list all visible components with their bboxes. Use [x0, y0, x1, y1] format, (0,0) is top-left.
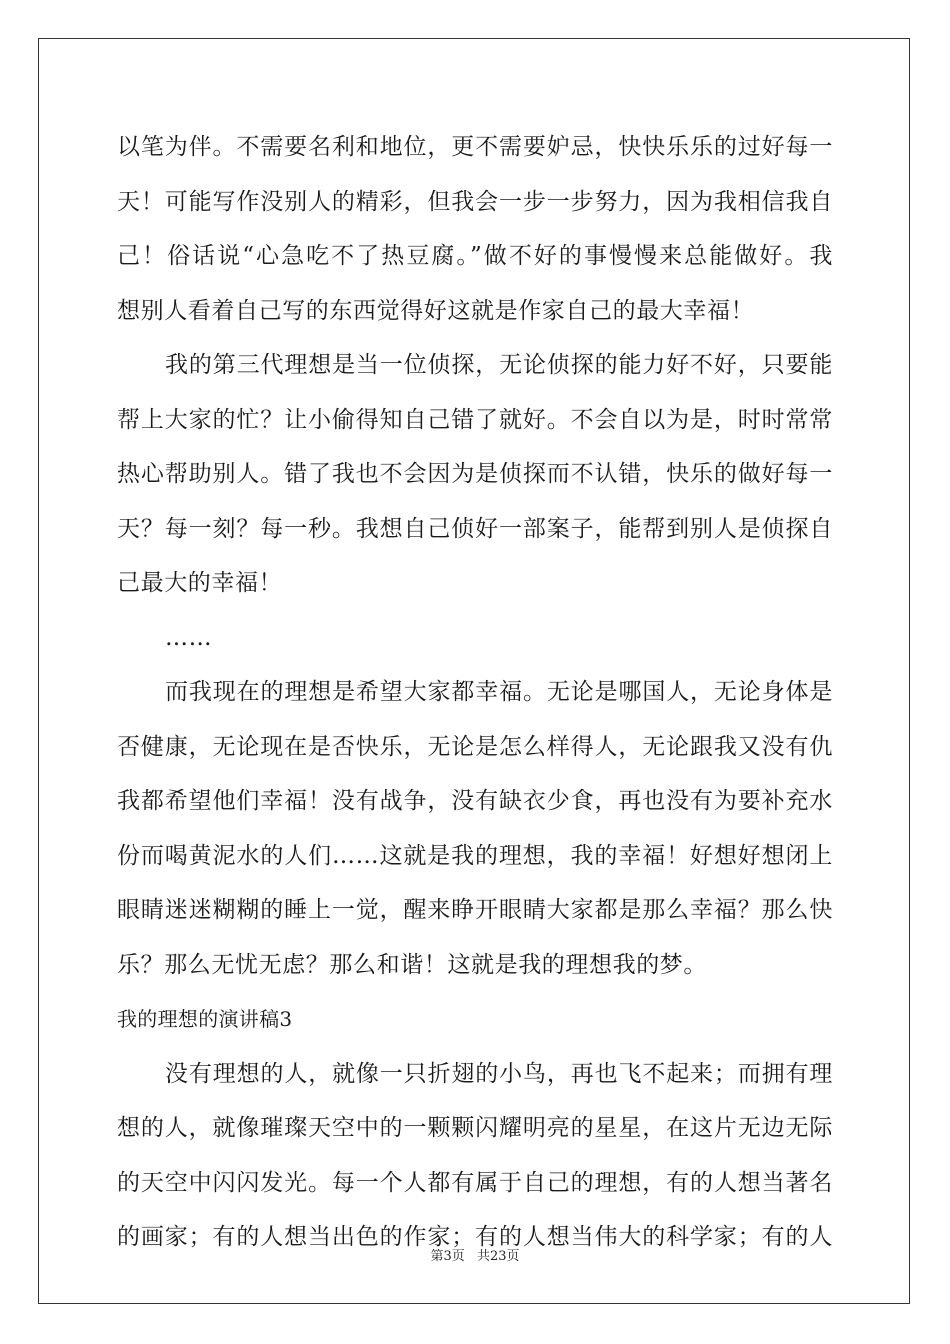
- text-line: 份而喝黄泥水的人们……这就是我的理想，我的幸福！好想好想闭上: [117, 842, 833, 869]
- ellipsis-line: ……: [165, 624, 213, 651]
- text-line: 己！俗话说“心急吃不了热豆腐。”做不好的事慢慢来总能做好。我: [117, 243, 833, 269]
- text-line: 眼睛迷迷糊糊的睡上一觉，醒来睁开眼睛大家都是那么幸福？那么快: [117, 897, 833, 923]
- page-number: 第3页: [430, 1249, 465, 1264]
- text-line: 我的第三代理想是当一位侦探，无论侦探的能力好不好，只要能: [165, 352, 833, 378]
- text-line: 想别人看着自己写的东西觉得好这就是作家自己的最大幸福！: [117, 297, 755, 324]
- text-line: 天！可能写作没别人的精彩，但我会一步一步努力，因为我相信我自: [117, 188, 833, 215]
- text-line: 乐？那么无忧无虑？那么和谐！这就是我的理想我的梦。: [117, 951, 707, 978]
- text-line: 否健康，无论现在是否快乐，无论是怎么样得人，无论跟我又没有仇: [117, 733, 833, 760]
- text-line: 以笔为伴。不需要名利和地位，更不需要妒忌，快快乐乐的过好每一: [117, 134, 833, 160]
- page-total: 共23页: [476, 1249, 520, 1264]
- page-footer: [0, 1245, 950, 1264]
- text-line: 的天空中闪闪发光。每一个人都有属于自己的理想，有的人想当著名: [117, 1169, 833, 1196]
- text-line: 帮上大家的忙？让小偷得知自己错了就好。不会自以为是，时时常常: [117, 406, 833, 433]
- text-line: 的画家；有的人想当出色的作家；有的人想当伟大的科学家；有的人: [117, 1224, 833, 1250]
- section-heading: 我的理想的演讲稿3: [117, 1007, 293, 1031]
- text-line: 没有理想的人，就像一只折翅的小鸟，再也飞不起来；而拥有理: [165, 1060, 833, 1087]
- text-line: 天？每一刻？每一秒。我想自己侦好一部案子，能帮到别人是侦探自: [117, 515, 833, 542]
- text-line: 而我现在的理想是希望大家都幸福。无论是哪国人，无论身体是: [165, 679, 833, 705]
- text-line: 我都希望他们幸福！没有战争，没有缺衣少食，再也没有为要补充水: [117, 788, 833, 814]
- document-body: [117, 120, 833, 1265]
- text-line: 己最大的幸福！: [117, 570, 283, 596]
- text-line: 热心帮助别人。错了我也不会因为是侦探而不认错，快乐的做好每一: [117, 461, 833, 487]
- text-line: 想的人，就像璀璨天空中的一颗颗闪耀明亮的星星，在这片无边无际: [117, 1115, 833, 1141]
